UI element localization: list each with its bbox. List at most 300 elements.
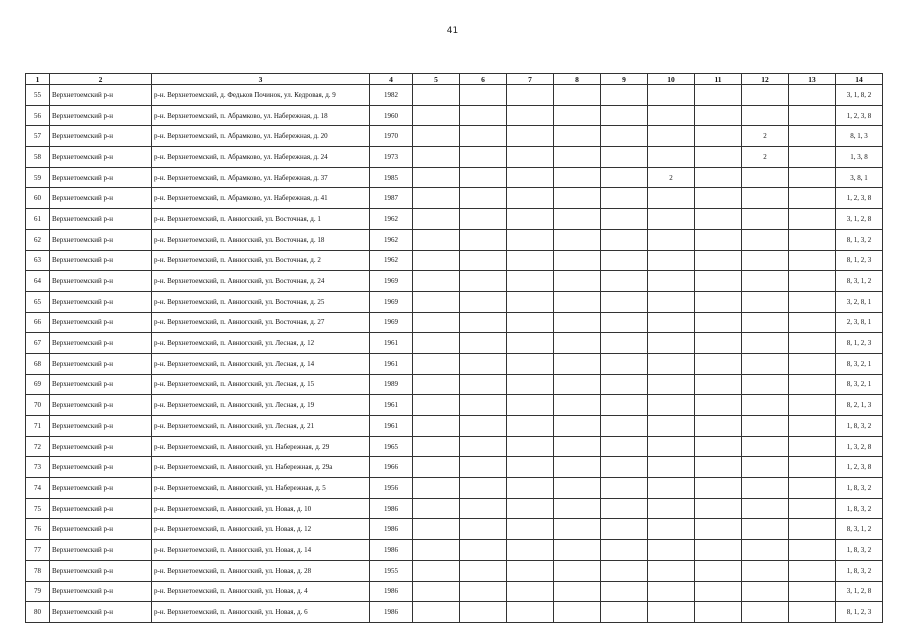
col6-cell <box>460 147 507 168</box>
col5-cell <box>413 147 460 168</box>
col8-cell <box>554 374 601 395</box>
table-row <box>26 333 883 354</box>
page-number: 41 <box>446 26 459 36</box>
col13-cell <box>789 126 836 147</box>
col12-cell <box>742 457 789 478</box>
year-cell: 1986 <box>370 602 413 623</box>
col11-cell <box>695 436 742 457</box>
col8-cell <box>554 250 601 271</box>
col8-cell <box>554 581 601 602</box>
table-row <box>26 105 883 126</box>
address-cell: р-н. Верхнетоемский, п. Авнюгский, ул. Набережная, д. 5 <box>152 478 370 499</box>
col5-cell <box>413 85 460 106</box>
col7-cell <box>507 540 554 561</box>
col6-cell <box>460 312 507 333</box>
district-cell: Верхнетоемский р-н <box>50 147 152 168</box>
year-cell: 1986 <box>370 540 413 561</box>
col11-cell <box>695 271 742 292</box>
table-row <box>26 291 883 312</box>
col12-cell: 2 <box>742 147 789 168</box>
col6-cell <box>460 602 507 623</box>
col9-cell <box>601 498 648 519</box>
district-cell: Верхнетоемский р-н <box>50 188 152 209</box>
col13-cell <box>789 188 836 209</box>
col6-cell <box>460 105 507 126</box>
col11-cell <box>695 395 742 416</box>
col12-cell <box>742 602 789 623</box>
col12-cell <box>742 105 789 126</box>
row-number-cell: 74 <box>26 478 50 499</box>
address-cell: р-н. Верхнетоемский, п. Авнюгский, ул. Восточная, д. 25 <box>152 291 370 312</box>
column-header-11: 11 <box>695 74 742 85</box>
col10-cell <box>648 374 695 395</box>
col11-cell <box>695 85 742 106</box>
col6-cell <box>460 436 507 457</box>
row-number-cell: 73 <box>26 457 50 478</box>
table-row <box>26 581 883 602</box>
col7-cell <box>507 167 554 188</box>
col5-cell <box>413 581 460 602</box>
table-body <box>26 85 883 623</box>
col9-cell <box>601 271 648 292</box>
address-cell: р-н. Верхнетоемский, п. Авнюгский, ул. Новая, д. 6 <box>152 602 370 623</box>
table-row <box>26 498 883 519</box>
table-row <box>26 85 883 106</box>
col5-cell <box>413 457 460 478</box>
col9-cell <box>601 312 648 333</box>
year-cell: 1962 <box>370 229 413 250</box>
row-number-cell: 68 <box>26 353 50 374</box>
col8-cell <box>554 312 601 333</box>
table-row <box>26 209 883 230</box>
row-number-cell: 80 <box>26 602 50 623</box>
year-cell: 1969 <box>370 312 413 333</box>
col7-cell <box>507 560 554 581</box>
column-header-1: 1 <box>26 74 50 85</box>
table-header-row <box>26 74 883 85</box>
col14-cell: 1, 8, 3, 2 <box>836 540 883 561</box>
col6-cell <box>460 167 507 188</box>
col8-cell <box>554 602 601 623</box>
col11-cell <box>695 353 742 374</box>
district-cell: Верхнетоемский р-н <box>50 519 152 540</box>
col14-cell: 3, 1, 2, 8 <box>836 209 883 230</box>
col14-cell: 3, 1, 8, 2 <box>836 85 883 106</box>
table-row <box>26 478 883 499</box>
table-row <box>26 167 883 188</box>
col11-cell <box>695 209 742 230</box>
col8-cell <box>554 498 601 519</box>
col9-cell <box>601 105 648 126</box>
col5-cell <box>413 416 460 437</box>
col10-cell <box>648 436 695 457</box>
table-row <box>26 250 883 271</box>
col6-cell <box>460 457 507 478</box>
col10-cell <box>648 560 695 581</box>
col9-cell <box>601 126 648 147</box>
col14-cell: 8, 1, 2, 3 <box>836 333 883 354</box>
col6-cell <box>460 478 507 499</box>
row-number-cell: 70 <box>26 395 50 416</box>
year-cell: 1982 <box>370 85 413 106</box>
col13-cell <box>789 209 836 230</box>
col11-cell <box>695 147 742 168</box>
col5-cell <box>413 167 460 188</box>
year-cell: 1961 <box>370 395 413 416</box>
col7-cell <box>507 229 554 250</box>
col13-cell <box>789 353 836 374</box>
col9-cell <box>601 416 648 437</box>
col5-cell <box>413 333 460 354</box>
col6-cell <box>460 333 507 354</box>
col13-cell <box>789 167 836 188</box>
table-row <box>26 312 883 333</box>
col8-cell <box>554 229 601 250</box>
col10-cell <box>648 333 695 354</box>
col10-cell <box>648 353 695 374</box>
col9-cell <box>601 229 648 250</box>
col12-cell <box>742 478 789 499</box>
col14-cell: 1, 8, 3, 2 <box>836 416 883 437</box>
col10-cell <box>648 85 695 106</box>
row-number-cell: 59 <box>26 167 50 188</box>
col5-cell <box>413 560 460 581</box>
district-cell: Верхнетоемский р-н <box>50 540 152 561</box>
row-number-cell: 56 <box>26 105 50 126</box>
column-header-7: 7 <box>507 74 554 85</box>
col8-cell <box>554 540 601 561</box>
col12-cell <box>742 416 789 437</box>
col5-cell <box>413 395 460 416</box>
col11-cell <box>695 498 742 519</box>
col10-cell <box>648 519 695 540</box>
address-cell: р-н. Верхнетоемский, п. Авнюгский, ул. Лесная, д. 12 <box>152 333 370 354</box>
col5-cell <box>413 229 460 250</box>
table-row <box>26 416 883 437</box>
district-cell: Верхнетоемский р-н <box>50 395 152 416</box>
year-cell: 1965 <box>370 436 413 457</box>
col7-cell <box>507 147 554 168</box>
district-cell: Верхнетоемский р-н <box>50 416 152 437</box>
col12-cell <box>742 209 789 230</box>
column-header-12: 12 <box>742 74 789 85</box>
col13-cell <box>789 540 836 561</box>
table-row <box>26 540 883 561</box>
district-cell: Верхнетоемский р-н <box>50 457 152 478</box>
col13-cell <box>789 333 836 354</box>
row-number-cell: 64 <box>26 271 50 292</box>
col9-cell <box>601 436 648 457</box>
col11-cell <box>695 167 742 188</box>
address-cell: р-н. Верхнетоемский, п. Авнюгский, ул. Восточная, д. 24 <box>152 271 370 292</box>
year-cell: 1969 <box>370 271 413 292</box>
col12-cell <box>742 250 789 271</box>
year-cell: 1986 <box>370 581 413 602</box>
col7-cell <box>507 457 554 478</box>
col8-cell <box>554 478 601 499</box>
district-cell: Верхнетоемский р-н <box>50 291 152 312</box>
col13-cell <box>789 105 836 126</box>
col13-cell <box>789 581 836 602</box>
row-number-cell: 77 <box>26 540 50 561</box>
col8-cell <box>554 457 601 478</box>
col11-cell <box>695 105 742 126</box>
col9-cell <box>601 85 648 106</box>
row-number-cell: 58 <box>26 147 50 168</box>
col6-cell <box>460 395 507 416</box>
address-cell: р-н. Верхнетоемский, п. Авнюгский, ул. Набережная, д. 29 <box>152 436 370 457</box>
col14-cell: 3, 8, 1 <box>836 167 883 188</box>
col14-cell: 8, 3, 1, 2 <box>836 271 883 292</box>
address-cell: р-н. Верхнетоемский, п. Авнюгский, ул. Набережная, д. 29а <box>152 457 370 478</box>
col12-cell <box>742 560 789 581</box>
col12-cell <box>742 167 789 188</box>
col9-cell <box>601 519 648 540</box>
district-cell: Верхнетоемский р-н <box>50 436 152 457</box>
col11-cell <box>695 581 742 602</box>
year-cell: 1989 <box>370 374 413 395</box>
col8-cell <box>554 395 601 416</box>
col12-cell <box>742 540 789 561</box>
col12-cell <box>742 436 789 457</box>
col12-cell <box>742 581 789 602</box>
col6-cell <box>460 291 507 312</box>
col9-cell <box>601 374 648 395</box>
col6-cell <box>460 209 507 230</box>
col6-cell <box>460 250 507 271</box>
col5-cell <box>413 498 460 519</box>
address-cell: р-н. Верхнетоемский, п. Авнюгский, ул. Новая, д. 10 <box>152 498 370 519</box>
col8-cell <box>554 271 601 292</box>
col10-cell <box>648 457 695 478</box>
col5-cell <box>413 126 460 147</box>
row-number-cell: 71 <box>26 416 50 437</box>
col6-cell <box>460 188 507 209</box>
col8-cell <box>554 353 601 374</box>
col14-cell: 1, 2, 3, 8 <box>836 105 883 126</box>
col7-cell <box>507 188 554 209</box>
col14-cell: 8, 2, 1, 3 <box>836 395 883 416</box>
address-cell: р-н. Верхнетоемский, п. Абрамково, ул. Набережная, д. 18 <box>152 105 370 126</box>
col8-cell <box>554 209 601 230</box>
address-cell: р-н. Верхнетоемский, п. Абрамково, ул. Набережная, д. 20 <box>152 126 370 147</box>
table-row <box>26 353 883 374</box>
column-header-3: 3 <box>152 74 370 85</box>
year-cell: 1962 <box>370 209 413 230</box>
col6-cell <box>460 540 507 561</box>
col10-cell <box>648 188 695 209</box>
col9-cell <box>601 395 648 416</box>
district-cell: Верхнетоемский р-н <box>50 126 152 147</box>
col7-cell <box>507 291 554 312</box>
col7-cell <box>507 374 554 395</box>
address-cell: р-н. Верхнетоемский, п. Авнюгский, ул. Новая, д. 28 <box>152 560 370 581</box>
row-number-cell: 63 <box>26 250 50 271</box>
col11-cell <box>695 229 742 250</box>
address-cell: р-н. Верхнетоемский, п. Авнюгский, ул. Восточная, д. 2 <box>152 250 370 271</box>
row-number-cell: 62 <box>26 229 50 250</box>
col11-cell <box>695 188 742 209</box>
col7-cell <box>507 478 554 499</box>
col11-cell <box>695 312 742 333</box>
col8-cell <box>554 416 601 437</box>
col12-cell <box>742 498 789 519</box>
col5-cell <box>413 478 460 499</box>
col11-cell <box>695 374 742 395</box>
col11-cell <box>695 333 742 354</box>
col10-cell <box>648 478 695 499</box>
col8-cell <box>554 126 601 147</box>
col10-cell <box>648 581 695 602</box>
col10-cell <box>648 540 695 561</box>
address-cell: р-н. Верхнетоемский, п. Абрамково, ул. Набережная, д. 41 <box>152 188 370 209</box>
address-cell: р-н. Верхнетоемский, п. Абрамково, ул. Набережная, д. 24 <box>152 147 370 168</box>
column-header-9: 9 <box>601 74 648 85</box>
col9-cell <box>601 333 648 354</box>
col8-cell <box>554 560 601 581</box>
col5-cell <box>413 540 460 561</box>
year-cell: 1960 <box>370 105 413 126</box>
col9-cell <box>601 478 648 499</box>
table-row <box>26 126 883 147</box>
col13-cell <box>789 457 836 478</box>
col13-cell <box>789 478 836 499</box>
table-row <box>26 395 883 416</box>
row-number-cell: 57 <box>26 126 50 147</box>
year-cell: 1961 <box>370 333 413 354</box>
col7-cell <box>507 126 554 147</box>
address-cell: р-н. Верхнетоемский, п. Авнюгский, ул. Новая, д. 12 <box>152 519 370 540</box>
column-header-13: 13 <box>789 74 836 85</box>
col7-cell <box>507 312 554 333</box>
year-cell: 1987 <box>370 188 413 209</box>
row-number-cell: 78 <box>26 560 50 581</box>
col12-cell <box>742 291 789 312</box>
col6-cell <box>460 416 507 437</box>
col12-cell <box>742 85 789 106</box>
col7-cell <box>507 209 554 230</box>
col7-cell <box>507 333 554 354</box>
row-number-cell: 55 <box>26 85 50 106</box>
col10-cell <box>648 602 695 623</box>
col5-cell <box>413 312 460 333</box>
table-row <box>26 374 883 395</box>
col13-cell <box>789 312 836 333</box>
col7-cell <box>507 519 554 540</box>
col8-cell <box>554 188 601 209</box>
col7-cell <box>507 602 554 623</box>
col6-cell <box>460 519 507 540</box>
address-cell: р-н. Верхнетоемский, п. Авнюгский, ул. Новая, д. 14 <box>152 540 370 561</box>
year-cell: 1986 <box>370 498 413 519</box>
district-cell: Верхнетоемский р-н <box>50 209 152 230</box>
col11-cell <box>695 478 742 499</box>
year-cell: 1969 <box>370 291 413 312</box>
col11-cell <box>695 126 742 147</box>
district-cell: Верхнетоемский р-н <box>50 498 152 519</box>
col14-cell: 8, 1, 3, 2 <box>836 229 883 250</box>
col10-cell <box>648 395 695 416</box>
col13-cell <box>789 560 836 581</box>
row-number-cell: 72 <box>26 436 50 457</box>
col8-cell <box>554 85 601 106</box>
col14-cell: 3, 1, 2, 8 <box>836 581 883 602</box>
col11-cell <box>695 560 742 581</box>
year-cell: 1985 <box>370 167 413 188</box>
col10-cell <box>648 147 695 168</box>
col14-cell: 8, 1, 2, 3 <box>836 602 883 623</box>
col5-cell <box>413 519 460 540</box>
col9-cell <box>601 457 648 478</box>
table-row <box>26 560 883 581</box>
address-cell: р-н. Верхнетоемский, п. Авнюгский, ул. Восточная, д. 27 <box>152 312 370 333</box>
col10-cell <box>648 271 695 292</box>
col9-cell <box>601 147 648 168</box>
col7-cell <box>507 85 554 106</box>
col9-cell <box>601 209 648 230</box>
col8-cell <box>554 147 601 168</box>
row-number-cell: 67 <box>26 333 50 354</box>
district-cell: Верхнетоемский р-н <box>50 250 152 271</box>
col6-cell <box>460 374 507 395</box>
col10-cell <box>648 250 695 271</box>
col10-cell <box>648 105 695 126</box>
col13-cell <box>789 147 836 168</box>
col14-cell: 1, 8, 3, 2 <box>836 560 883 581</box>
col7-cell <box>507 498 554 519</box>
col8-cell <box>554 333 601 354</box>
address-cell: р-н. Верхнетоемский, п. Авнюгский, ул. Восточная, д. 1 <box>152 209 370 230</box>
district-cell: Верхнетоемский р-н <box>50 229 152 250</box>
district-cell: Верхнетоемский р-н <box>50 333 152 354</box>
table-row <box>26 436 883 457</box>
col13-cell <box>789 395 836 416</box>
col9-cell <box>601 188 648 209</box>
district-cell: Верхнетоемский р-н <box>50 602 152 623</box>
col11-cell <box>695 416 742 437</box>
column-header-14: 14 <box>836 74 883 85</box>
district-cell: Верхнетоемский р-н <box>50 85 152 106</box>
col14-cell: 8, 3, 2, 1 <box>836 374 883 395</box>
district-cell: Верхнетоемский р-н <box>50 271 152 292</box>
col9-cell <box>601 291 648 312</box>
row-number-cell: 61 <box>26 209 50 230</box>
year-cell: 1962 <box>370 250 413 271</box>
year-cell: 1970 <box>370 126 413 147</box>
col5-cell <box>413 271 460 292</box>
col9-cell <box>601 250 648 271</box>
col9-cell <box>601 540 648 561</box>
col5-cell <box>413 188 460 209</box>
col14-cell: 1, 3, 2, 8 <box>836 436 883 457</box>
col8-cell <box>554 105 601 126</box>
col12-cell <box>742 188 789 209</box>
col6-cell <box>460 271 507 292</box>
table-row <box>26 519 883 540</box>
year-cell: 1973 <box>370 147 413 168</box>
col12-cell <box>742 395 789 416</box>
year-cell: 1961 <box>370 416 413 437</box>
district-cell: Верхнетоемский р-н <box>50 560 152 581</box>
row-number-cell: 69 <box>26 374 50 395</box>
table-row <box>26 229 883 250</box>
year-cell: 1986 <box>370 519 413 540</box>
district-cell: Верхнетоемский р-н <box>50 374 152 395</box>
column-header-8: 8 <box>554 74 601 85</box>
col7-cell <box>507 581 554 602</box>
address-cell: р-н. Верхнетоемский, п. Авнюгский, ул. Лесная, д. 15 <box>152 374 370 395</box>
col6-cell <box>460 85 507 106</box>
